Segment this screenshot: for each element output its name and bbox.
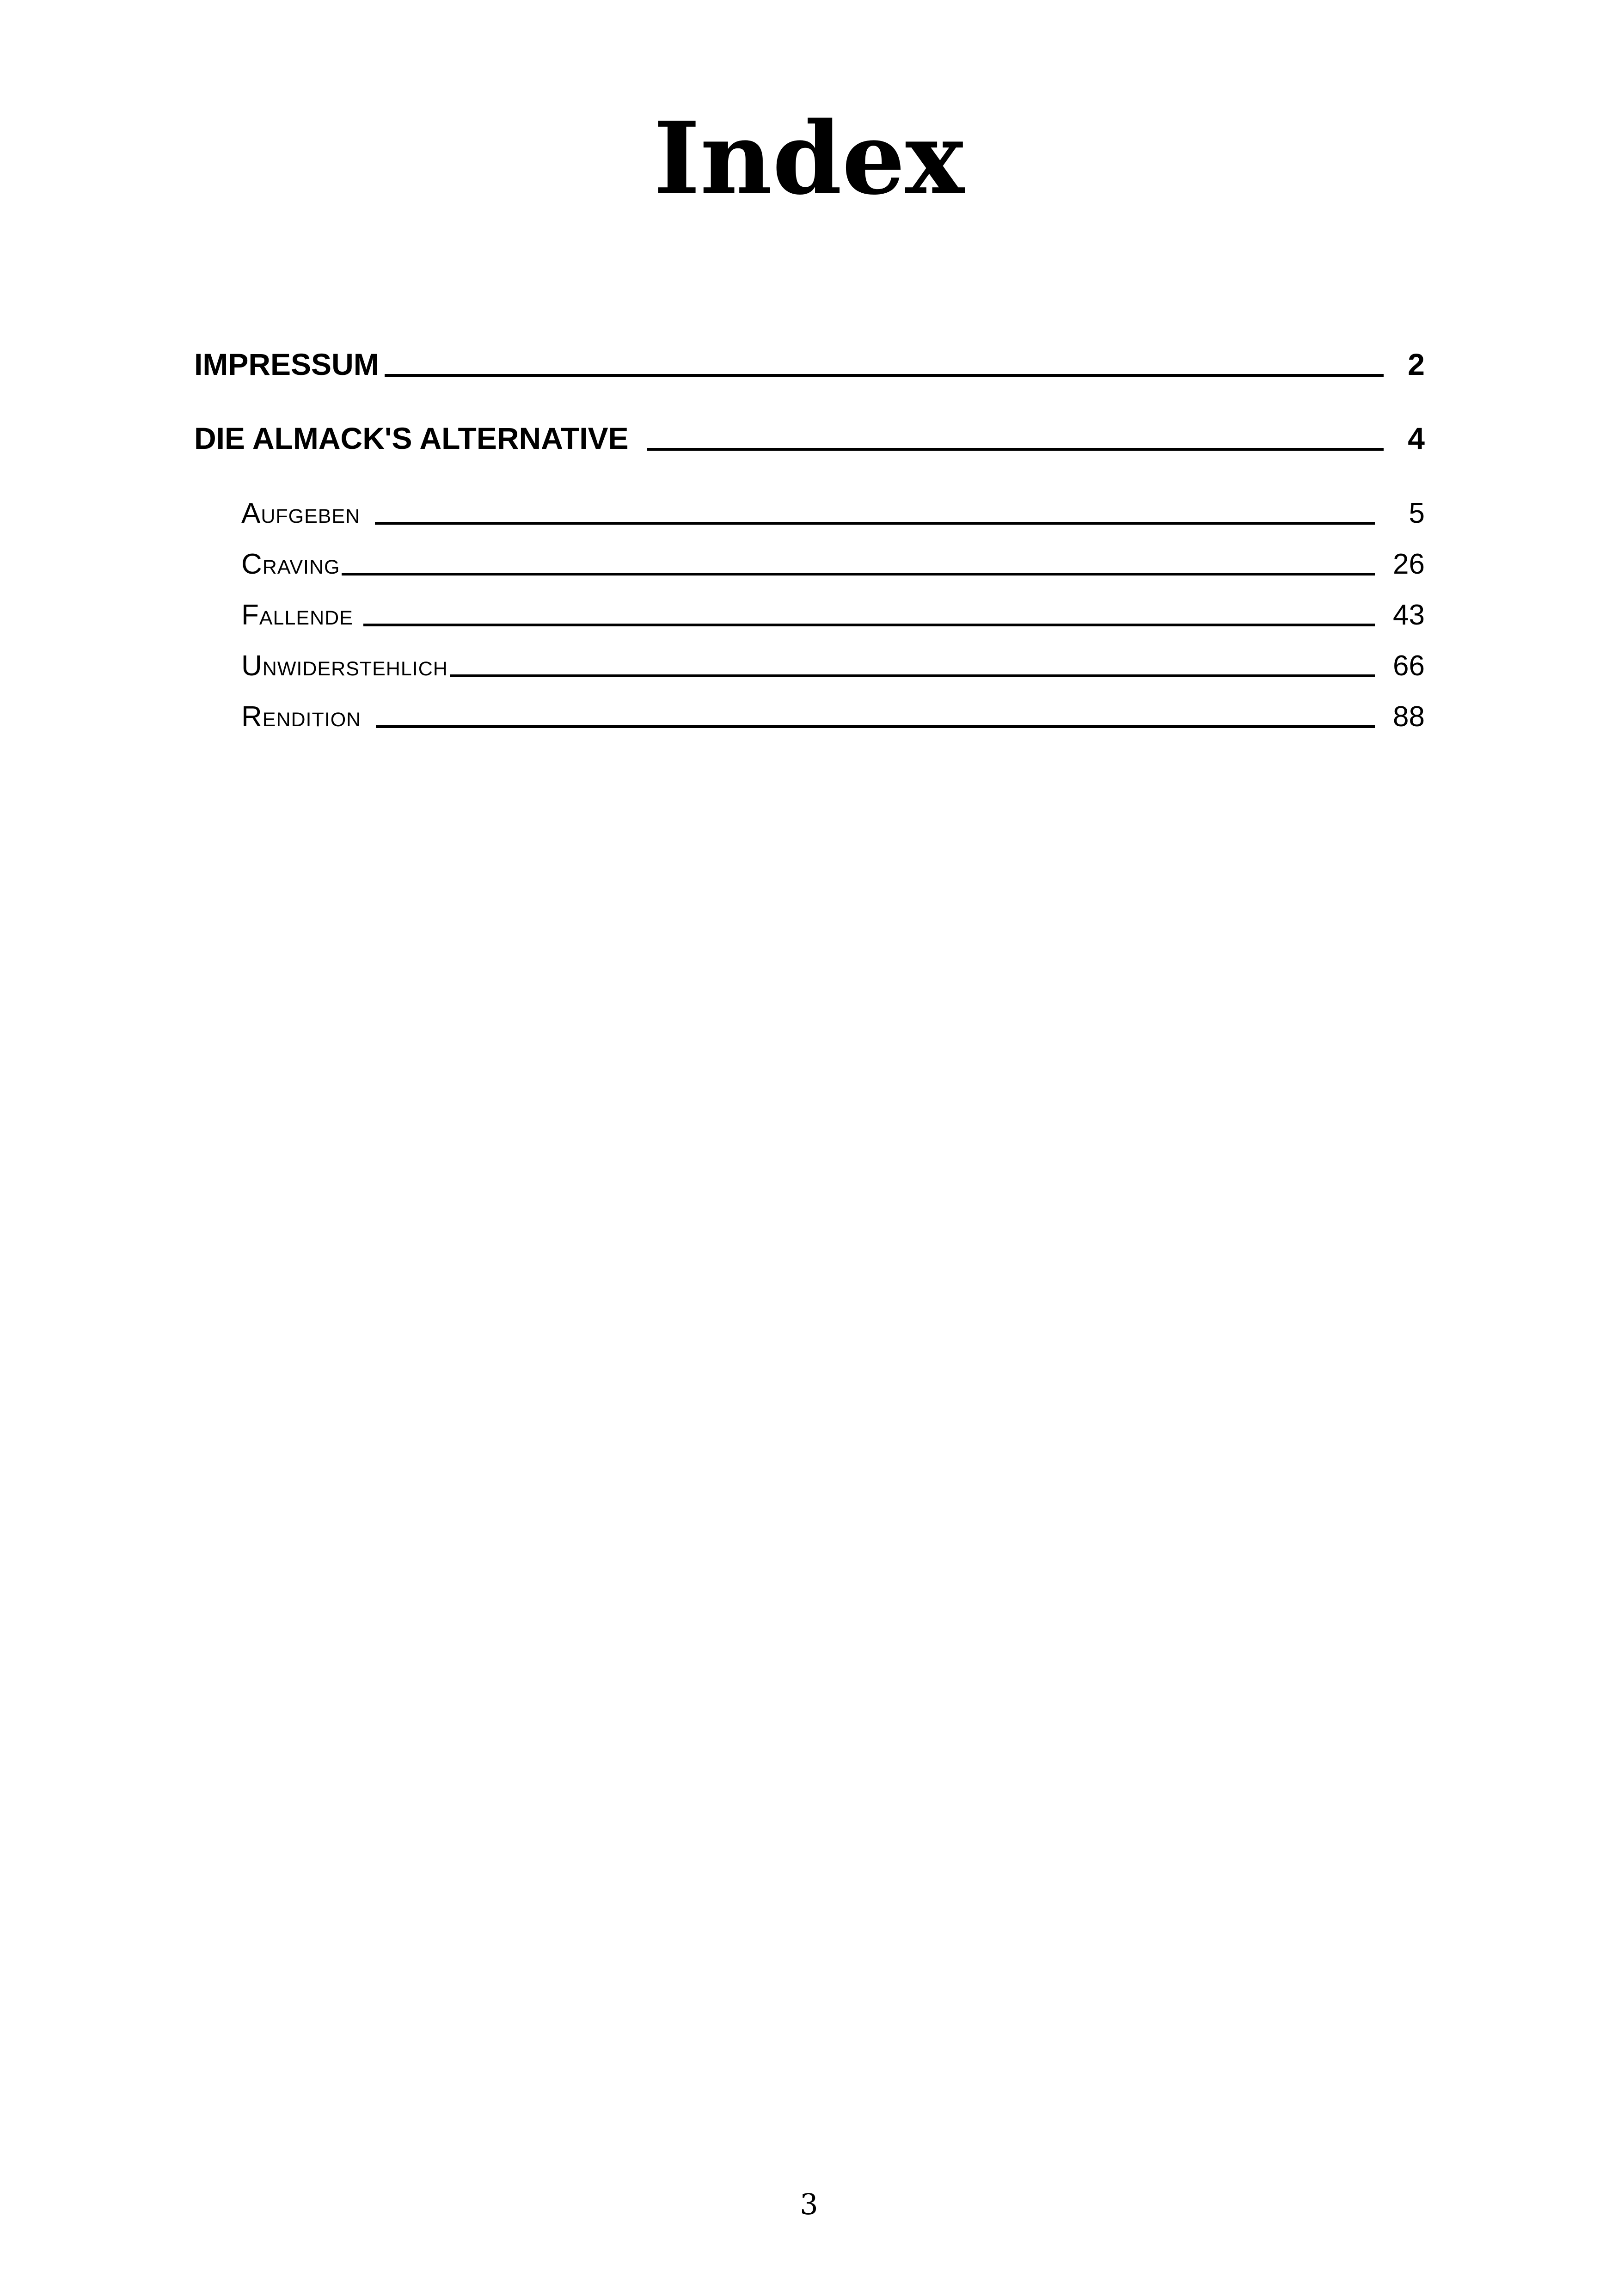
toc-leader-line xyxy=(450,674,1375,677)
toc-entry-almacks-alternative[interactable] xyxy=(194,421,1425,456)
toc-entry-page: 88 xyxy=(1393,701,1425,733)
toc-entry-label: DIE ALMACK'S ALTERNATIVE xyxy=(194,421,629,455)
toc-leader-line xyxy=(342,573,1375,576)
toc-entry-aufgeben[interactable] xyxy=(241,497,1425,530)
toc-entry-craving[interactable] xyxy=(241,548,1425,581)
page-title: Index xyxy=(653,100,965,217)
toc-entry-label: Craving xyxy=(241,548,340,580)
toc-entry-label: Aufgeben xyxy=(241,497,361,529)
toc-entry-label: Fallende xyxy=(241,599,353,631)
toc-entry-page: 43 xyxy=(1393,599,1425,631)
toc-entry-unwiderstehlich[interactable] xyxy=(241,649,1425,682)
toc-entry-label: Unwiderstehlich xyxy=(241,650,448,682)
page-number: 3 xyxy=(800,2187,818,2221)
toc-entry-label: Rendition xyxy=(241,701,362,733)
toc-entry-page: 26 xyxy=(1393,548,1425,580)
toc-entry-page: 2 xyxy=(1408,347,1425,381)
toc-entry-fallende[interactable] xyxy=(241,599,1425,631)
toc-leader-line xyxy=(385,374,1384,377)
toc-leader-line xyxy=(375,522,1375,525)
toc-entry-page: 66 xyxy=(1393,650,1425,682)
toc-leader-line xyxy=(363,624,1375,626)
toc-entry-label: IMPRESSUM xyxy=(194,347,379,381)
toc-leader-line xyxy=(376,725,1375,728)
toc-leader-line xyxy=(647,448,1384,451)
toc-entry-impressum[interactable] xyxy=(194,347,1425,382)
toc-entry-page: 5 xyxy=(1409,497,1425,529)
toc-entry-rendition[interactable] xyxy=(241,700,1425,733)
toc-entry-page: 4 xyxy=(1408,421,1425,455)
